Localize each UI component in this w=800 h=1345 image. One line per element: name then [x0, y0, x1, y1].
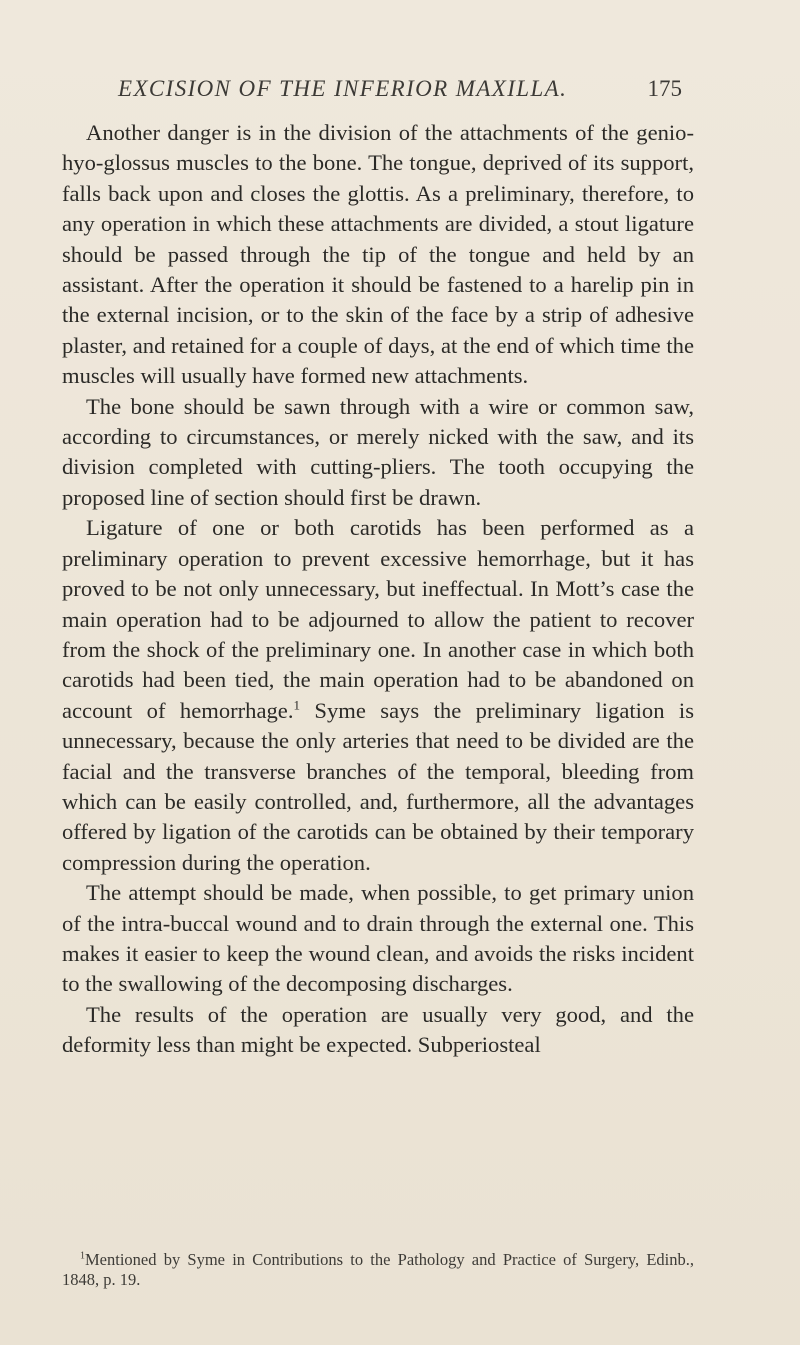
footnote-mark: 1	[80, 1250, 85, 1262]
running-head	[118, 76, 682, 106]
paragraph-results	[62, 1000, 694, 1061]
body-text	[62, 118, 694, 1061]
paragraph-text: The results of the operation are usually very good, and the deformity less than might be expected. Subperiosteal	[62, 1001, 694, 1058]
paragraph-text: Ligature of one or both carotids has been performed as a preliminary operation to prevent excessive hemorrhage, but it has proved to be not only unnecessary, but ineffectual. In Mott’s case the main operation had to be adjourned to allow the patient to recover from the shock of the preliminary one. In another case in which both carotids had been tied, the main operation had to be abandoned on account of hemorrhage.	[62, 515, 694, 723]
paragraph-text: Syme says the preliminary ligation is unnecessary, because the only arteries that need to be divided are the facial and the transverse branches of the temporal, bleeding from which can be easily controlled, and, furthermore, all the advantages offered by ligation of the carotids can be obtained by their temporary compression during the operation.	[62, 697, 694, 875]
paragraph-text: Another danger is in the division of the attachments of the genio-hyo-glossus muscles to the bone. The tongue, deprived of its support, falls back upon and closes the glottis. As a preliminary, therefore, to any operation in which these attachments are divided, a stout ligature should be passed through the tip of the tongue and held by an assistant. After the operation it should be fastened to a harelip pin in the external incision, or to the skin of the face by a strip of adhesive plaster, and retained for a couple of days, at the end of which time the muscles will usually have formed new attachments.	[62, 120, 694, 389]
running-title: EXCISION OF THE INFERIOR MAXILLA.	[118, 76, 568, 101]
footnote	[62, 1250, 694, 1290]
paragraph-carotid-ligature	[62, 513, 694, 878]
footnote-text: Mentioned by Syme in Contributions to the Pathology and Practice of Surgery, Edinb., 1848, p. 19.	[62, 1250, 694, 1289]
paragraph-genio-hyo-glossus	[62, 118, 694, 392]
footnote-reference: 1	[293, 697, 300, 713]
paragraph-text: The attempt should be made, when possible, to get primary union of the intra-buccal wound and to drain through the external one. This makes it easier to keep the wound clean, and avoids the risks incident to the swallowing of the decomposing discharges.	[62, 880, 694, 997]
paragraph-sawing-bone	[62, 392, 694, 514]
paragraph-primary-union	[62, 878, 694, 1000]
page-number: 175	[647, 76, 682, 101]
paragraph-text: The bone should be sawn through with a wire or common saw, according to circumstances, or merely nicked with the saw, and its division completed with cutting-pliers. The tooth occupying the proposed line of section should first be drawn.	[62, 393, 694, 510]
